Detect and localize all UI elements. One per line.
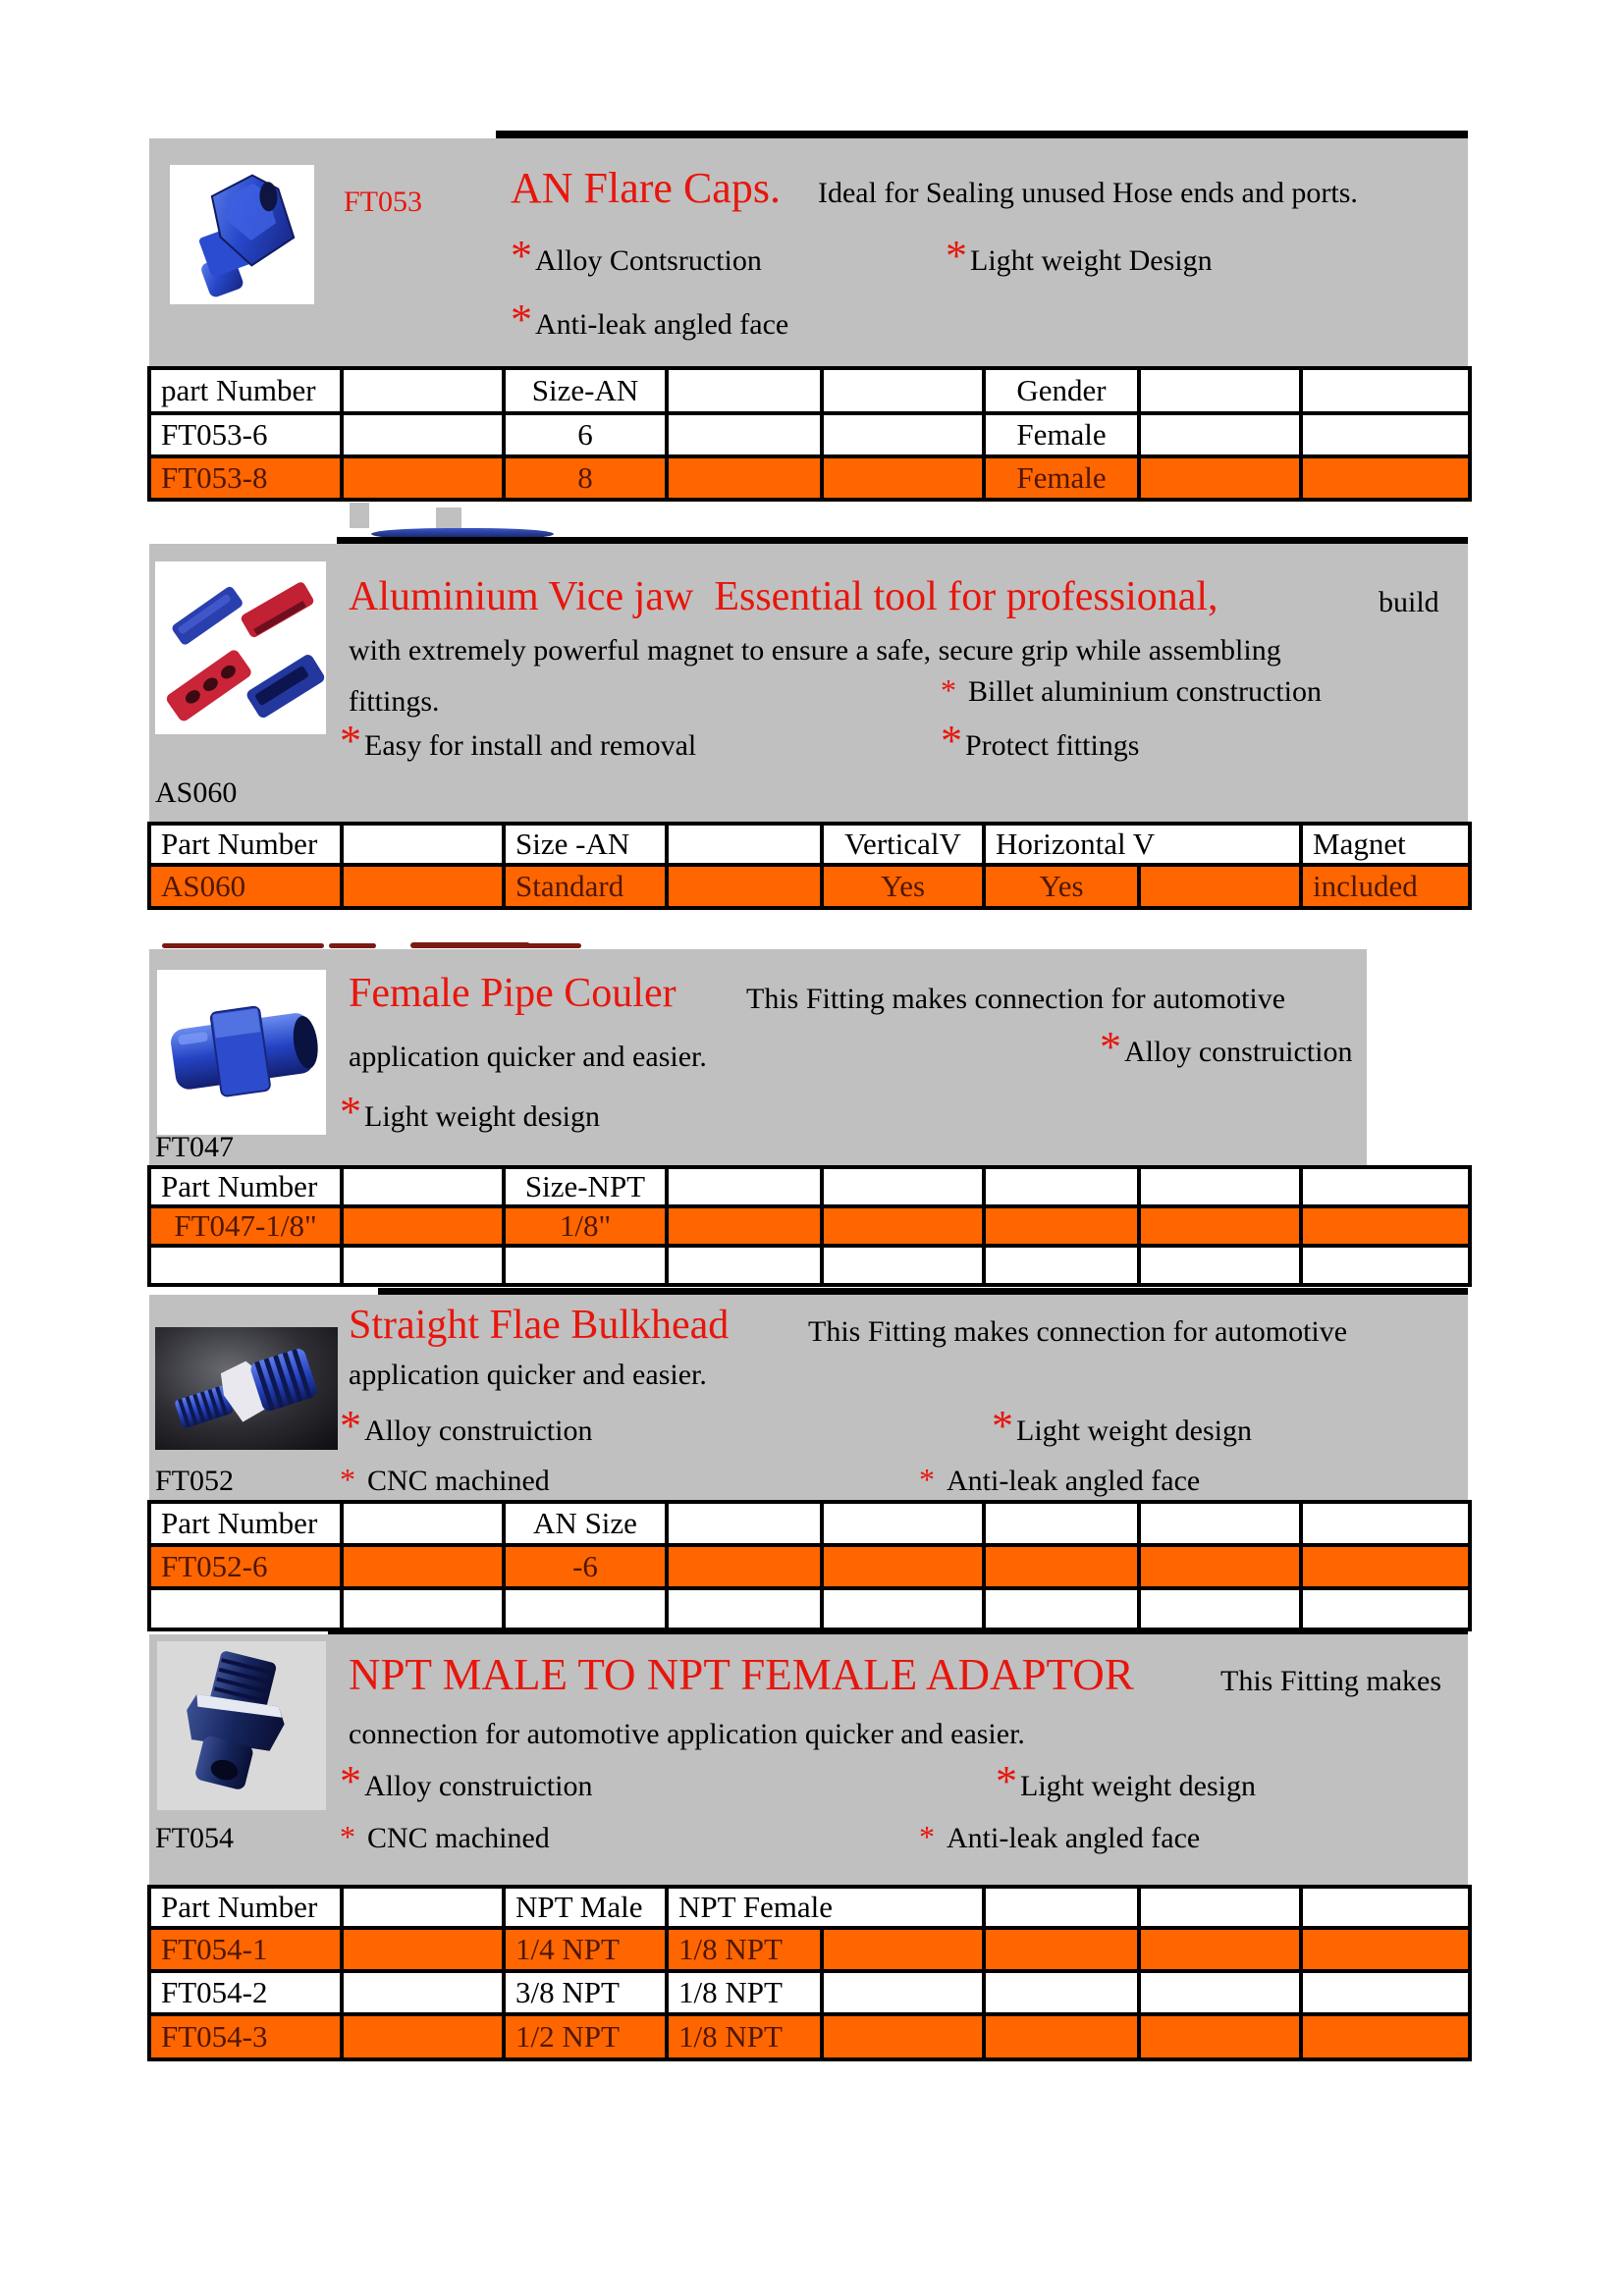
table-row-empty [149,1246,1470,1285]
cell [1301,456,1470,500]
section-ft054-top-rule [328,1628,1468,1634]
cell [1139,1971,1301,2014]
cell [822,2014,984,2059]
asterisk-icon: * [992,1402,1013,1450]
section-desc1-ft054: connection for automotive application quicker and easier. [349,1718,1025,1750]
cell [342,865,504,908]
header-cell [1139,1887,1301,1928]
header-cell [667,1167,822,1206]
asterisk-icon: * [919,1819,935,1854]
table-row-highlighted [149,456,1470,500]
section-title-as060: Aluminium Vice jaw Essential tool for professional, [349,574,1218,619]
header-cell [822,1167,984,1206]
product-photo-ft052 [155,1327,338,1450]
bullet-anti-ft053 [511,295,789,344]
bullet-anti-ft052 [919,1462,1201,1498]
cell [822,1971,984,2014]
table-row-highlighted [149,2014,1470,2059]
header-cell: VerticalV [822,824,984,865]
cell [667,1545,822,1588]
cell [149,1588,342,1629]
section-title-ft053: AN Flare Caps. [511,164,781,212]
header-cell [984,1502,1139,1545]
bullet-label: Alloy construiction [1124,1036,1353,1068]
header-cell: Part Number [149,1502,342,1545]
section-tagline-ft053: Ideal for Sealing unused Hose ends and ports. [818,177,1358,209]
part-code-ft047: FT047 [155,1131,235,1163]
cell-part-number: FT053-6 [149,413,342,456]
section-desc1-ft047: application quicker and easier. [349,1041,707,1073]
cell-size: Standard [504,865,667,908]
bullet-light-ft053 [946,232,1213,280]
header-cell [1139,1502,1301,1545]
cell [149,1246,342,1285]
header-cell [667,1502,822,1545]
bullet-label: CNC machined [367,1465,550,1497]
cell [984,2014,1139,2059]
table-header-row [149,1502,1470,1545]
cell [1139,456,1301,500]
header-cell: Size-AN [504,368,667,413]
bullet-alloy-ft047 [1100,1023,1353,1071]
cell [822,1206,984,1246]
header-cell [1301,368,1470,413]
section-desc1-as060: with extremely powerful magnet to ensure a safe, secure grip while assembling [349,634,1281,667]
cell [1139,1246,1301,1285]
header-cell [1301,1167,1470,1206]
asterisk-icon: * [1100,1023,1121,1071]
cell [342,1246,504,1285]
header-cell [1301,1887,1470,1928]
header-cell [342,824,504,865]
header-cell [342,368,504,413]
header-cell [1139,368,1301,413]
section-tagline-as060: build [1379,586,1439,618]
bullet-anti-ft054 [919,1819,1201,1855]
header-cell [342,1502,504,1545]
cell-magnet: included [1301,865,1470,908]
cell [342,456,504,500]
bullet-light-ft052 [992,1402,1252,1450]
cell [342,1588,504,1629]
cell [984,1246,1139,1285]
header-cell: NPT Female [667,1887,984,1928]
cell [342,413,504,456]
bullet-label: Alloy Contsruction [535,244,762,277]
table-as060 [147,822,1472,910]
cell [1301,413,1470,456]
bullet-easy-as060 [340,717,697,765]
section-title-ft054: NPT MALE TO NPT FEMALE ADAPTOR [349,1650,1134,1699]
cell [667,413,822,456]
table-header-row [149,368,1470,413]
section-tagline-ft052: This Fitting makes connection for automotive [808,1315,1348,1348]
header-cell: Magnet [1301,824,1470,865]
bullet-label: CNC machined [367,1822,550,1854]
cell [1139,865,1301,908]
header-cell: AN Size [504,1502,667,1545]
cell-gender: Female [984,456,1139,500]
table-ft047 [147,1165,1472,1287]
section-title-ft052: Straight Flae Bulkhead [349,1303,730,1348]
cell [667,865,822,908]
header-cell [822,368,984,413]
cell-npt-female: 1/8 NPT [667,1971,822,2014]
header-cell [1139,1167,1301,1206]
product-photo-as060 [155,561,326,734]
cell [667,1246,822,1285]
red-mark-artifact [329,943,376,948]
cell [1301,1928,1470,1971]
gray-tab-artifact [436,507,461,528]
bullet-alloy-ft054 [340,1757,593,1805]
flare-cap-illustration [170,165,314,304]
table-row [149,413,1470,456]
cell [1139,1545,1301,1588]
header-cell: Part Number [149,1167,342,1206]
section-ft053-panel [149,138,1468,366]
bullet-label: Light weight design [364,1100,600,1133]
cell [504,1588,667,1629]
cell-part-number: FT054-2 [149,1971,342,2014]
cell [822,1545,984,1588]
table-ft052 [147,1500,1472,1631]
vice-jaw-illustration [155,561,326,734]
cell-npt-male: 1/2 NPT [504,2014,667,2059]
header-cell [984,1887,1139,1928]
product-photo-ft054 [157,1641,326,1810]
header-cell [342,1167,504,1206]
header-cell [822,1502,984,1545]
header-cell [667,368,822,413]
part-code-ft052: FT052 [155,1465,235,1497]
cell [822,1588,984,1629]
red-mark-artifact [410,942,530,948]
table-header-row [149,824,1470,865]
asterisk-icon: * [919,1462,935,1497]
header-cell: Part Number [149,824,342,865]
cell [822,456,984,500]
bullet-label: Easy for install and removal [364,729,697,762]
cell [667,1206,822,1246]
cell [1139,1206,1301,1246]
table-ft054 [147,1885,1472,2061]
bullet-label: Light weight design [1020,1770,1256,1802]
bullet-label: Light weight design [1016,1415,1252,1447]
bullet-label: Anti-leak angled face [535,308,789,341]
table-ft053 [147,366,1472,502]
cell [1139,1588,1301,1629]
cell [1301,1545,1470,1588]
section-desc1-ft052: application quicker and easier. [349,1359,707,1391]
bullet-label: Protect fittings [965,729,1140,762]
cell-size: 6 [504,413,667,456]
header-cell: part Number [149,368,342,413]
cell [342,1545,504,1588]
header-cell: Gender [984,368,1139,413]
table-row [149,1971,1470,2014]
table-row-highlighted [149,1545,1470,1588]
header-cell: Horizontal V [984,824,1301,865]
table-header-row [149,1887,1470,1928]
cell-part-number: FT054-3 [149,2014,342,2059]
cell [984,1545,1139,1588]
cell [984,1971,1139,2014]
table-header-row [149,1167,1470,1206]
cell-size: 1/8" [504,1206,667,1246]
cell [1301,1971,1470,2014]
cell-part-number: FT047-1/8" [149,1206,342,1246]
table-row-highlighted [149,1928,1470,1971]
cell [342,1206,504,1246]
cell-npt-female: 1/8 NPT [667,2014,822,2059]
header-cell [667,824,822,865]
cell-horizontal: Yes [984,865,1139,908]
cell-part-number: FT053-8 [149,456,342,500]
section-ft052-top-rule [378,1288,1468,1295]
cell [1139,413,1301,456]
part-code-ft054: FT054 [155,1822,235,1854]
asterisk-icon: * [340,1757,361,1805]
bullet-label: Alloy construiction [364,1415,593,1447]
cell [1301,1246,1470,1285]
cell [822,1246,984,1285]
cell-npt-male: 1/4 NPT [504,1928,667,1971]
section-tagline-ft047: This Fitting makes connection for automotive [746,983,1286,1015]
bullet-label: Anti-leak angled face [947,1822,1201,1854]
bullet-label: Alloy construiction [364,1770,593,1802]
asterisk-icon: * [340,717,361,765]
product-photo-ft047 [157,970,326,1135]
cell [984,1928,1139,1971]
cell [1139,2014,1301,2059]
header-cell: Part Number [149,1887,342,1928]
cell-vertical: Yes [822,865,984,908]
cell-part-number: FT052-6 [149,1545,342,1588]
cell-size: 8 [504,456,667,500]
cell [1139,1928,1301,1971]
asterisk-icon: * [340,1819,355,1854]
asterisk-icon: * [941,717,962,765]
pipe-coupler-illustration [157,970,326,1135]
header-cell: Size -AN [504,824,667,865]
cell-npt-male: 3/8 NPT [504,1971,667,2014]
cell [822,1928,984,1971]
cell-gender: Female [984,413,1139,456]
cell [504,1246,667,1285]
cell [984,1206,1139,1246]
cell-part-number: AS060 [149,865,342,908]
cell [342,1928,504,1971]
cell [1301,1588,1470,1629]
cell [342,1971,504,2014]
product-photo-ft053 [170,165,314,304]
bullet-cnc-ft054 [340,1819,550,1855]
header-cell: Size-NPT [504,1167,667,1206]
cell [342,2014,504,2059]
header-cell [984,1167,1139,1206]
bullet-label: Light weight Design [970,244,1213,277]
section-as060-top-rule [337,537,1468,544]
asterisk-icon: * [340,1462,355,1497]
bullet-label: Billet aluminium construction [968,675,1322,708]
red-mark-artifact [162,943,324,948]
cell [667,456,822,500]
cell [667,1588,822,1629]
npt-adaptor-illustration [157,1641,326,1810]
section-tagline-ft054: This Fitting makes [1220,1665,1441,1697]
bulkhead-illustration [155,1327,338,1450]
bullet-protect-as060 [941,717,1140,765]
section-desc2-as060: fittings. [349,685,440,718]
asterisk-icon: * [511,295,532,344]
cell [1301,2014,1470,2059]
cell-npt-female: 1/8 NPT [667,1928,822,1971]
part-code-ft053: FT053 [344,186,423,218]
bullet-billet-as060 [941,672,1322,709]
section-title-ft047: Female Pipe Couler [349,971,677,1016]
table-row-highlighted [149,1206,1470,1246]
part-code-as060: AS060 [155,776,238,809]
cell-part-number: FT054-1 [149,1928,342,1971]
asterisk-icon: * [511,232,532,280]
red-mark-artifact [522,943,581,948]
bullet-alloy-ft052 [340,1402,593,1450]
table-row-highlighted [149,865,1470,908]
bullet-cnc-ft052 [340,1462,550,1498]
asterisk-icon: * [340,1402,361,1450]
bullet-light-ft054 [996,1757,1256,1805]
bullet-alloy-ft053 [511,232,762,280]
asterisk-icon: * [340,1088,361,1136]
cell [984,1588,1139,1629]
table-row-empty [149,1588,1470,1629]
asterisk-icon: * [946,232,967,280]
section-ft053-top-rule [496,131,1468,138]
asterisk-icon: * [996,1757,1017,1805]
cell [822,413,984,456]
gray-tab-artifact [350,503,369,528]
bullet-light-ft047 [340,1088,600,1136]
asterisk-icon: * [941,672,956,708]
bullet-label: Anti-leak angled face [947,1465,1201,1497]
header-cell [1301,1502,1470,1545]
cell-size: -6 [504,1545,667,1588]
cell [1301,1206,1470,1246]
header-cell [342,1887,504,1928]
header-cell: NPT Male [504,1887,667,1928]
